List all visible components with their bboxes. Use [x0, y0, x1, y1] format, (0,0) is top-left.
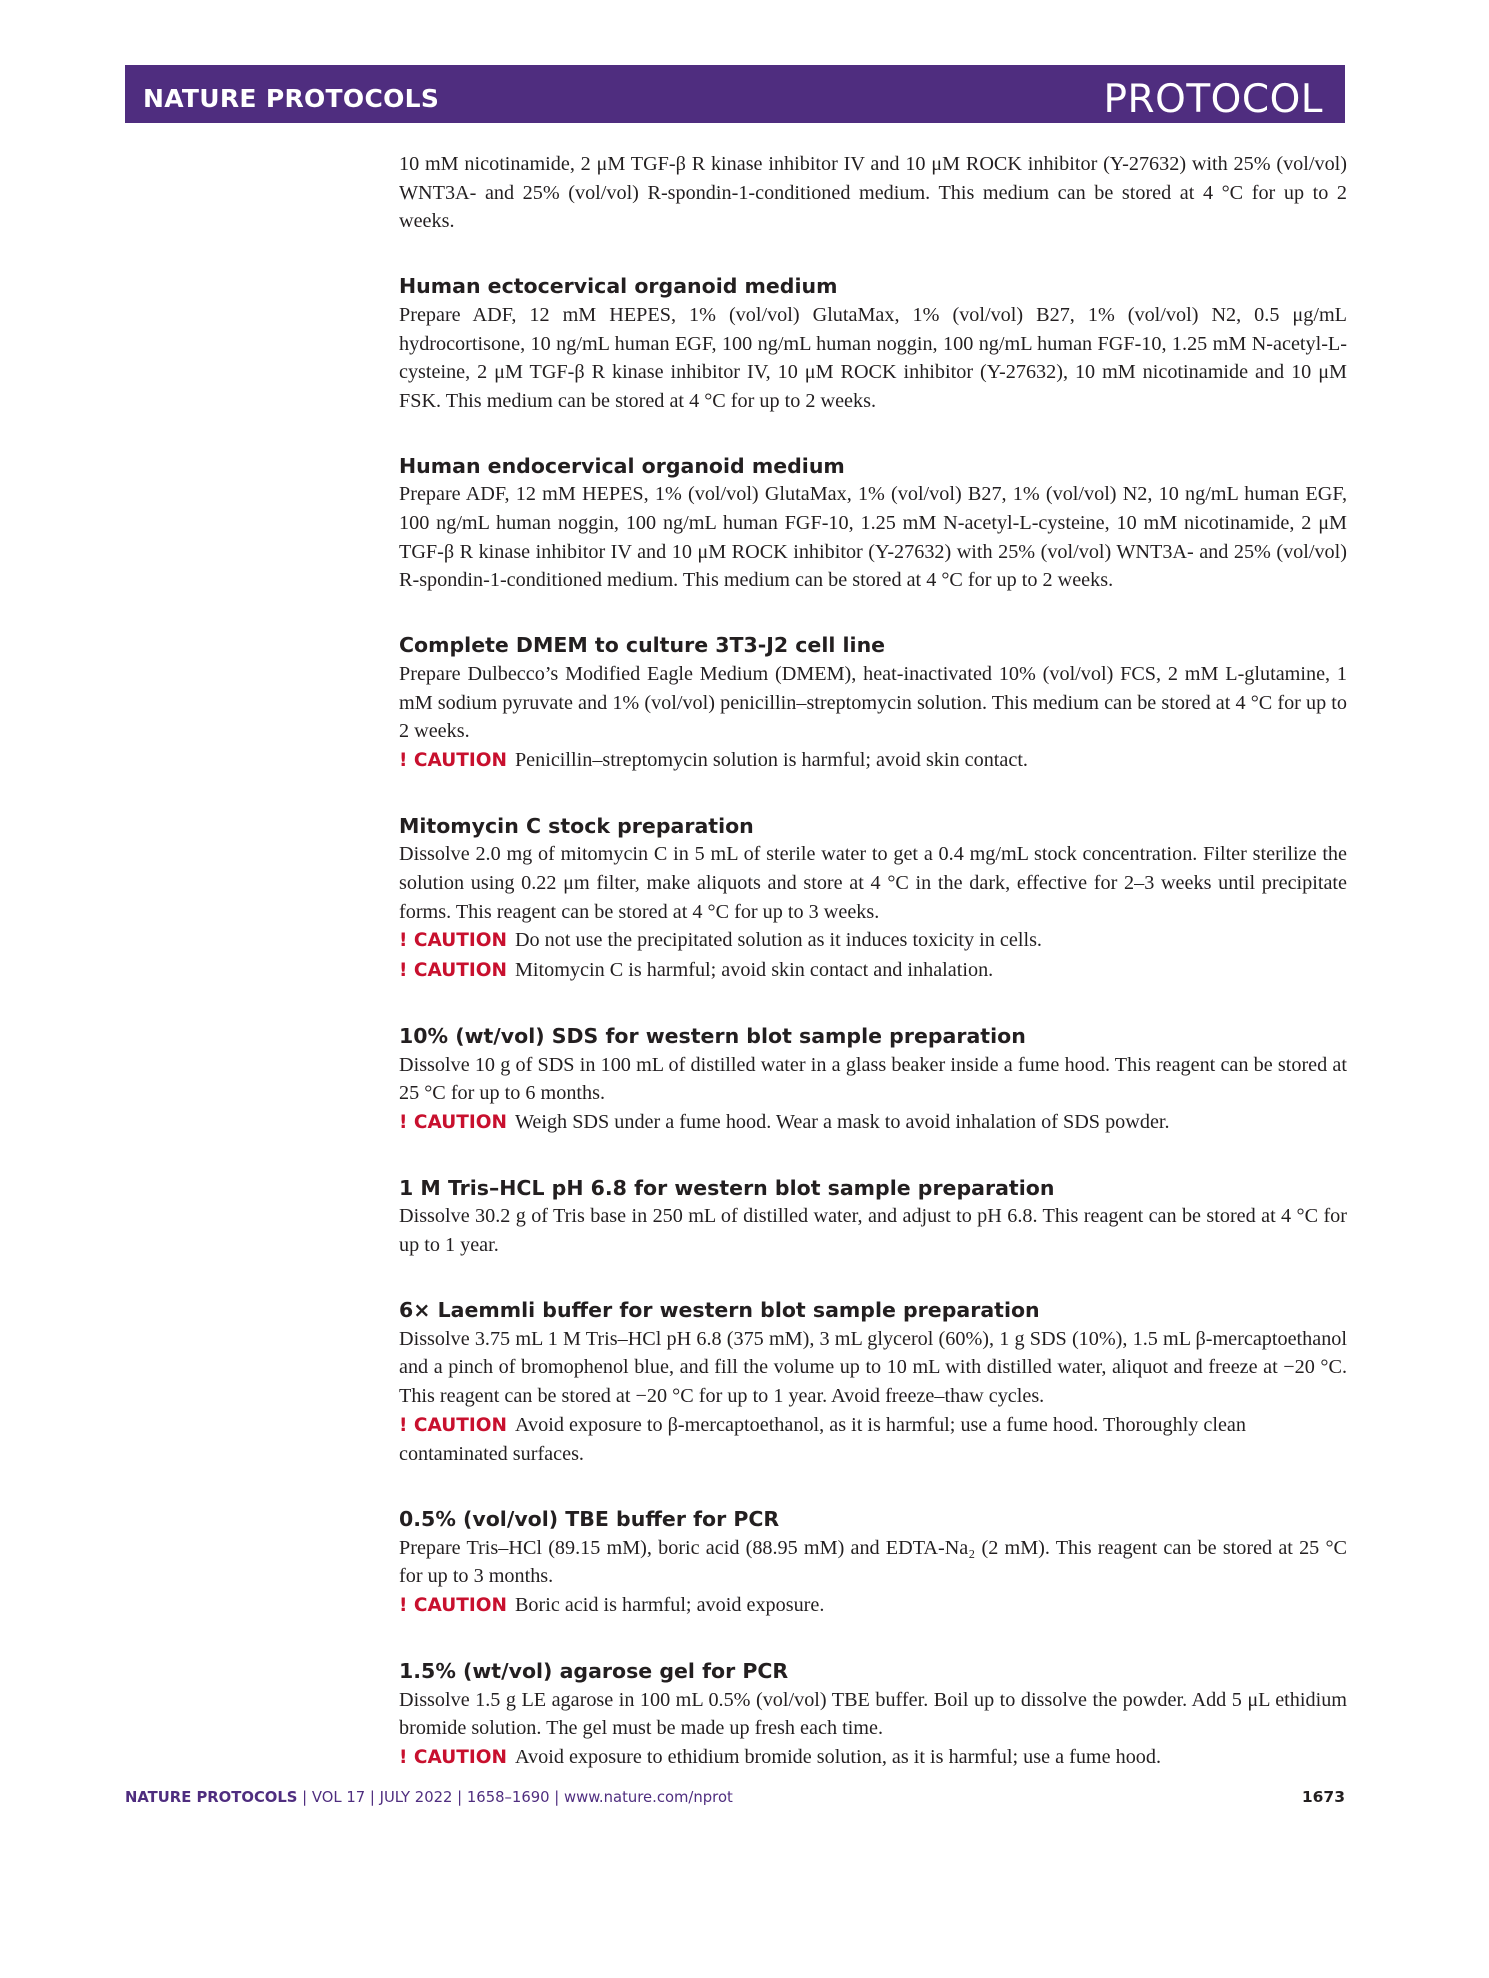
- journal-name: NATURE PROTOCOLS: [143, 84, 440, 113]
- footer-separator: |: [297, 1788, 312, 1806]
- caution-note: [399, 1743, 1347, 1773]
- footer-url-link[interactable]: www.nature.com/nprot: [563, 1788, 733, 1806]
- caution-label: ! CAUTION: [399, 960, 507, 982]
- article-type-label: PROTOCOL: [1103, 77, 1323, 122]
- section-laemmli-buffer: [399, 1296, 1347, 1469]
- footer-volume: VOL 17: [311, 1788, 366, 1806]
- section-tbe-buffer: [399, 1505, 1347, 1621]
- main-content: [399, 150, 1347, 1773]
- footer-issue: JULY 2022: [379, 1788, 453, 1806]
- caution-note: [399, 746, 1347, 776]
- section-sds-solution: [399, 1022, 1347, 1138]
- caution-text: Mitomycin C is harmful; avoid skin contact and inhalation.: [514, 959, 994, 982]
- caution-label: ! CAUTION: [399, 1111, 507, 1133]
- footer-citation: [125, 1789, 733, 1806]
- caution-note: [399, 1108, 1347, 1138]
- section-endocervical-medium: [399, 452, 1347, 596]
- section-title: 1 M Tris–HCL pH 6.8 for western blot sample preparation: [399, 1175, 1055, 1200]
- caution-text: Penicillin–streptomycin solution is harmful; avoid skin contact.: [514, 748, 1028, 771]
- section-body: Dissolve 10 g of SDS in 100 mL of distilled water in a glass beaker inside a fume hood. This reagent can be stored at 25 °C for up to 6 months.: [399, 1053, 1347, 1105]
- footer-separator: |: [365, 1788, 380, 1806]
- caution-note: [399, 926, 1347, 956]
- caution-note: [399, 956, 1347, 986]
- continued-paragraph: 10 mM nicotinamide, 2 μM TGF-β R kinase inhibitor IV and 10 μM ROCK inhibitor (Y-27632) with 25% (vol/vol) WNT3A- and 25% (vol/vol) R-spondin-1-conditioned medium. This medium can be stored at 4 °C for up to 2 weeks.: [399, 153, 1347, 233]
- section-title: Mitomycin C stock preparation: [399, 813, 754, 838]
- section-complete-dmem: [399, 631, 1347, 776]
- caution-label: ! CAUTION: [399, 1746, 507, 1768]
- section-body: Prepare ADF, 12 mM HEPES, 1% (vol/vol) GlutaMax, 1% (vol/vol) B27, 1% (vol/vol) N2, 10 ng/mL human EGF, 100 ng/mL human noggin, 100 ng/mL human FGF-10, 1.25 mM N-acetyl-L-cysteine, 10 mM nicotinamide, 2 μM TGF-β R kinase inhibitor IV and 10 μM ROCK inhibitor (Y-27632) with 25% (vol/vol) WNT3A- and 25% (vol/vol) R-spondin-1-conditioned medium. This medium can be stored at 4 °C for up to 2 weeks.: [399, 483, 1347, 592]
- section-title: 6× Laemmli buffer for western blot sample preparation: [399, 1297, 1040, 1322]
- caution-text: Do not use the precipitated solution as it induces toxicity in cells.: [514, 929, 1042, 952]
- section-body: Dissolve 1.5 g LE agarose in 100 mL 0.5% (vol/vol) TBE buffer. Boil up to dissolve the powder. Add 5 μL ethidium bromide solution. The gel must be made up fresh each time.: [399, 1688, 1347, 1740]
- caution-note: [399, 1411, 1347, 1469]
- journal-header-bar: [125, 65, 1345, 123]
- section-body: Prepare Tris–HCl (89.15 mM), boric acid (88.95 mM) and EDTA-Na₂ (2 mM). This reagent can be stored at 25 °C for up to 3 months.: [399, 1536, 1347, 1588]
- footer-separator: |: [549, 1788, 564, 1806]
- section-ectocervical-medium: [399, 272, 1347, 416]
- section-tris-hcl: [399, 1174, 1347, 1260]
- caution-note: [399, 1591, 1347, 1621]
- section-title: Complete DMEM to culture 3T3-J2 cell line: [399, 633, 886, 658]
- caution-text: Avoid exposure to ethidium bromide solution, as it is harmful; use a fume hood.: [514, 1745, 1162, 1768]
- section-body: Dissolve 3.75 mL 1 M Tris–HCl pH 6.8 (375 mM), 3 mL glycerol (60%), 1 g SDS (10%), 1.5 mL β-mercaptoethanol and a pinch of bromophenol blue, and fill the volume up to 10 mL with distilled water, aliquot and freeze at −20 °C. This reagent can be stored at −20 °C for up to 1 year. Avoid freeze–thaw cycles.: [399, 1327, 1347, 1407]
- section-title: 1.5% (wt/vol) agarose gel for PCR: [399, 1658, 789, 1683]
- caution-label: ! CAUTION: [399, 749, 507, 771]
- caution-text: Avoid exposure to β-mercaptoethanol, as it is harmful; use a fume hood. Thoroughly clean contaminated surfaces.: [399, 1413, 1246, 1466]
- caution-label: ! CAUTION: [399, 930, 507, 952]
- page-number: 1673: [1301, 1788, 1345, 1806]
- section-title: 0.5% (vol/vol) TBE buffer for PCR: [399, 1507, 780, 1532]
- section-body: Dissolve 30.2 g of Tris base in 250 mL of distilled water, and adjust to pH 6.8. This reagent can be stored at 4 °C for up to 1 year.: [399, 1205, 1347, 1257]
- footer-separator: |: [452, 1788, 467, 1806]
- section-agarose-gel: [399, 1657, 1347, 1773]
- section-body: Prepare Dulbecco’s Modified Eagle Medium (DMEM), heat-inactivated 10% (vol/vol) FCS, 2 mM L-glutamine, 1 mM sodium pyruvate and 1% (vol/vol) penicillin–streptomycin solution. This medium can be stored at 4 °C for up to 2 weeks.: [399, 662, 1347, 743]
- caution-label: ! CAUTION: [399, 1414, 507, 1436]
- footer-pages: 1658–1690: [466, 1788, 550, 1806]
- section-mitomycin-stock: [399, 812, 1347, 986]
- section-body: Dissolve 2.0 mg of mitomycin C in 5 mL of sterile water to get a 0.4 mg/mL stock concentration. Filter sterilize the solution using 0.22 μm filter, make aliquots and store at 4 °C in the dark, effective for 2–3 weeks until precipitate forms. This reagent can be stored at 4 °C for up to 3 weeks.: [399, 843, 1347, 923]
- page-footer: [125, 1784, 1345, 1810]
- caution-text: Boric acid is harmful; avoid exposure.: [514, 1594, 825, 1617]
- section-title: Human ectocervical organoid medium: [399, 274, 838, 299]
- caution-label: ! CAUTION: [399, 1595, 507, 1617]
- section-title: Human endocervical organoid medium: [399, 453, 845, 478]
- section-title: 10% (wt/vol) SDS for western blot sample preparation: [399, 1023, 1026, 1048]
- section-body: Prepare ADF, 12 mM HEPES, 1% (vol/vol) GlutaMax, 1% (vol/vol) B27, 1% (vol/vol) N2, 0.5 μg/mL hydrocortisone, 10 ng/mL human EGF, 100 ng/mL human noggin, 100 ng/mL human FGF-10, 1.25 mM N-acetyl-L-cysteine, 2 μM TGF-β R kinase inhibitor IV, 10 μM ROCK inhibitor (Y-27632), 10 mM nicotinamide and 10 μM FSK. This medium can be stored at 4 °C for up to 2 weeks.: [399, 303, 1347, 412]
- caution-text: Weigh SDS under a fume hood. Wear a mask to avoid inhalation of SDS powder.: [514, 1110, 1170, 1133]
- footer-journal-name: NATURE PROTOCOLS: [125, 1788, 298, 1806]
